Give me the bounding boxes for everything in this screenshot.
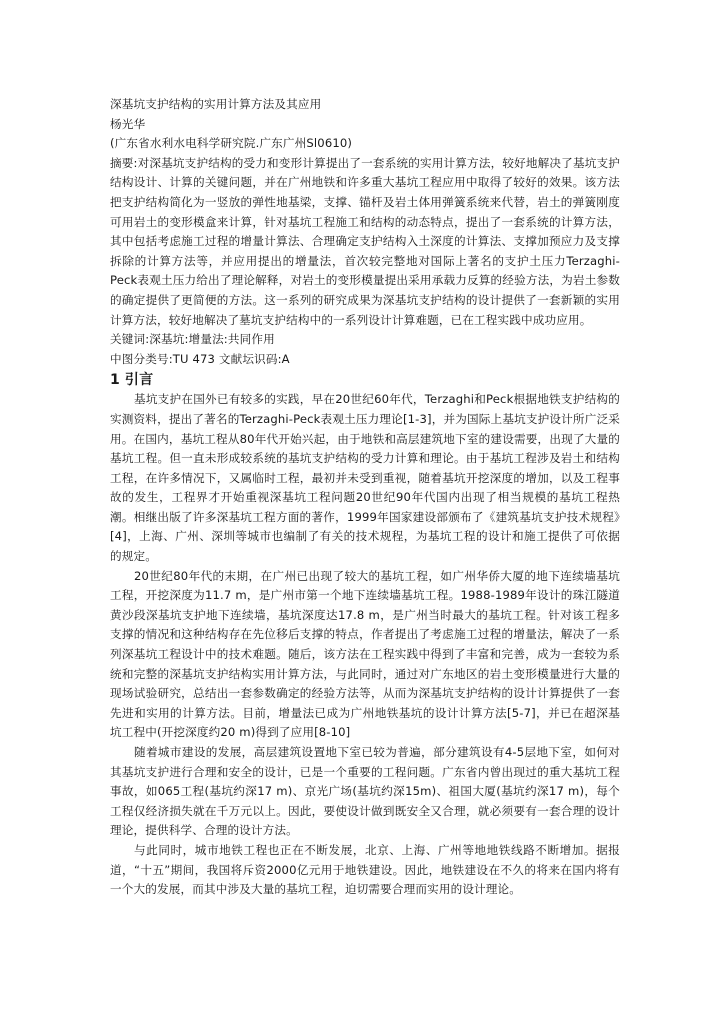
- paragraph: 基坑支护在国外已有较多的实践，早在20世纪60年代，Terzaghi和Peck根据地铁支护结构的实测资料，提出了著名的Terzaghi-Peck表观土压力理论[1-3]，并为国际上基坑支护设计所广泛采用。在国内，基坑工程从80年代开始兴起，由于地铁和高层建筑地下室的建设需要，出现了大量的基坑工程。但一直未形成较系统的基坑支护结构的受力计算和理论。由于基坑工程涉及岩土和结构工程，在许多情况下，又属临时工程，最初并未受到重视，随着基坑开挖深度的增加，以及工程事故的发生，工程界才开始重视深基坑工程问题20世纪90年代国内出现了相当规模的基坑工程热潮。相继出版了许多深基坑工程方面的著作，1999年国家建设部颁布了《建筑基坑支护技术规程》[4]，上海、广州、深圳等城市也编制了有关的技术规程，为基坑工程的设计和施工提供了可依据的规定。: [110, 392, 620, 564]
- paragraph: 20世纪80年代的末期，在广州已出现了较大的基坑工程，如广州华侨大厦的地下连续墙基坑工程，开挖深度为11.7 m，是广州市第一个地下连续墙基坑工程。1988-1989年设计的珠江隧道黄沙段深基坑支护地下连续墙，基坑深度达17.8 m，是广州当时最大的基坑工程。针对该工程多支撑的情况和这种结构存在先位移后支撑的特点，作者提出了考虑施工过程的增量法，解决了一系列深基坑工程设计中的技术难题。随后，该方法在工程实践中得到了丰富和完善，成为一套较为系统和完整的深基坑支护结构实用计算方法，与此同时，通过对广东地区的岩土变形模量进行大量的现场试验研究，总结出一套参数确定的经验方法等，从而为深基坑支护结构的设计计算提供了一套先进和实用的计算方法。目前，增量法已成为广州地铁基坑的设计计算方法[5-7]，并已在超深基坑工程中(开挖深度约20 m)得到了应用[8-10]: [110, 568, 620, 740]
- abstract: 摘要:对深基坑支护结构的受力和变形计算提出了一套系统的实用计算方法，较好地解决了基坑支护结构设计、计算的关键问题，并在广州地铁和许多重大基坑工程应用中取得了较好的效果。该方法把支护结构简化为一竖放的弹性地基梁，支撑、锚杆及岩土体用弹簧系统来代替，岩土的弹簧刚度可用岩土的变形模盒来计算，针对基坑工程施工和结构的动态特点，提出了一套系统的计算方法，其中包括考虑施工过程的增量计算法、合理确定支护结构入土深度的计算法、支撑加预应力及支撑拆除的计算方法等，并应用提出的增量法，首次较完整地对国际上著名的支护土压力Terzaghi-Peck表观土压力给出了理论解释，对岩土的变形模量提出采用承载力反算的经验方法，为岩土参数的确定提供了更简便的方法。这一系列的研究成果为深基坑支护结构的设计提供了一套新颖的实用计算方法，较好地解决了墓坑支护结构中的一系列设计计算难题，已在工程实践中成功应用。: [110, 155, 620, 327]
- paragraph: 与此同时，城市地铁工程也正在不断发展，北京、上海、广州等地地铁线路不断增加。据报道，“十五”期间，我国将斥资2000亿元用于地铁建设。因此，地铁建设在不久的将来在国内将有一个大的发展，而其中涉及大量的基坑工程，迫切需要合理而实用的设计理论。: [110, 842, 620, 897]
- author-affiliation: (广东省水利水电科学研究院.广东广州Sl0610): [110, 136, 353, 151]
- author-name: 杨光华: [110, 116, 146, 131]
- paragraph: 随着城市建设的发展，高层建筑设置地下室已较为普遍，部分建筑设有4-5层地下室，如何对其基坑支护进行合理和安全的设计，已是一个重要的工程问题。广东省内曾出现过的重大基坑工程事故，如065工程(基坑约深17 m)、京光广场(基坑约深15m)、祖国大厦(基坑约深17 m)，每个工程仅经济损失就在千万元以上。因此，要使设计做到既安全又合理，就必须要有一套合理的设计理论，提供科学、合理的设计方法。: [110, 745, 620, 838]
- classification-code: 中图分类号:TU 473 文献坛识码:A: [110, 351, 290, 366]
- keywords: 关键词:深基坑:增量法:共同作用: [110, 332, 275, 347]
- paper-title: 深基坑支护结构的实用计算方法及其应用: [110, 97, 322, 111]
- section-heading: 1 引言: [110, 372, 154, 389]
- paper-body: [110, 95, 620, 900]
